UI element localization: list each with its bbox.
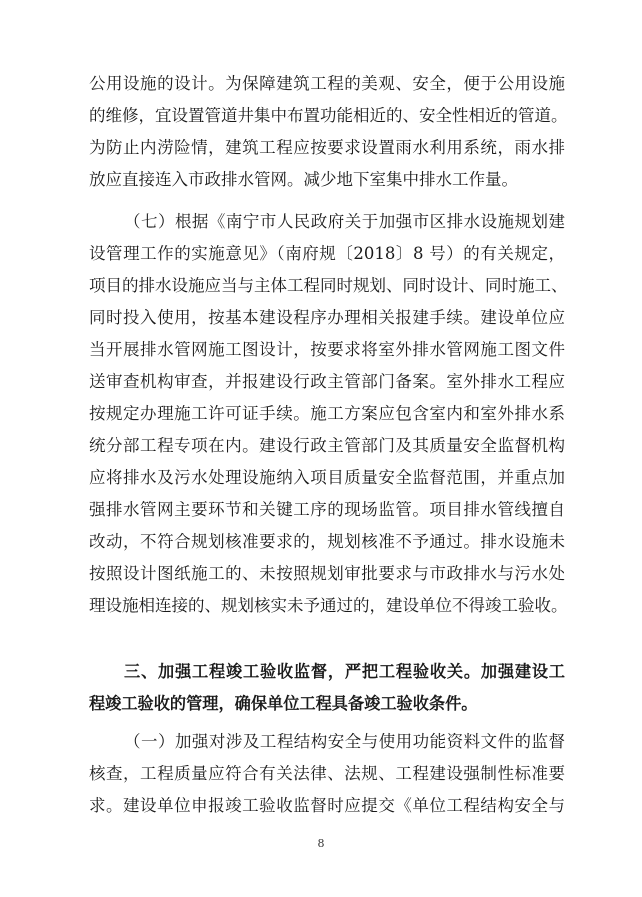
text-line: 送审查机构审查，并报建设行政主管部门备案。室外排水工程应	[89, 372, 565, 391]
text-line: 设管理工作的实施意见》（南府规〔2018〕8 号）的有关规定，	[89, 244, 565, 263]
text-line: 应将排水及污水处理设施纳入项目质量安全监督范围，并重点加	[89, 468, 565, 487]
paragraph-item-one	[89, 726, 565, 822]
text-line: 放应直接连入市政排水管网。减少地下室集中排水工作量。	[89, 170, 518, 189]
text-line: 求。建设单位申报竣工验收监督时应提交《单位工程结构安全与	[89, 796, 565, 815]
text-line: 项目的排水设施应当与主体工程同时规划、同时设计、同时施工、	[89, 276, 568, 295]
page-number: 8	[317, 837, 325, 850]
text-line: 同时投入使用，按基本建设程序办理相关报建手续。建设单位应	[89, 308, 565, 327]
text-line: 核查，工程质量应符合有关法律、法规、工程建设强制性标准要	[89, 764, 565, 783]
text-line: 按规定办理施工许可证手续。施工方案应包含室内和室外排水系	[89, 404, 565, 423]
text-line: 的维修，宜设置管道井集中布置功能相近的、安全性相近的管道。	[89, 106, 568, 125]
paragraph-public-facilities	[89, 68, 568, 196]
text-line: （一）加强对涉及工程结构安全与使用功能资料文件的监督	[124, 732, 565, 751]
text-line: 三、加强工程竣工验收监督，严把工程验收关。加强建设工	[124, 662, 565, 681]
text-line: 公用设施的设计。为保障建筑工程的美观、安全，便于公用设施	[89, 74, 565, 93]
text-line: 当开展排水管网施工图设计，按要求将室外排水管网施工图文件	[89, 340, 565, 359]
text-line: 改动，不符合规划核准要求的，规划核准不予通过。排水设施未	[89, 532, 565, 551]
text-line: 理设施相连接的、规划核实未予通过的，建设单位不得竣工验收。	[89, 596, 568, 615]
text-line: 强排水管网主要环节和关键工序的现场监管。项目排水管线擅自	[89, 500, 565, 519]
text-line: 为防止内涝险情，建筑工程应按要求设置雨水利用系统，雨水排	[89, 138, 565, 157]
section-heading-three	[89, 656, 565, 720]
text-line: 程竣工验收的管理，确保单位工程具备竣工验收条件。	[89, 694, 478, 713]
text-line: 统分部工程专项在内。建设行政主管部门及其质量安全监督机构	[89, 436, 565, 455]
paragraph-item-seven	[89, 206, 568, 622]
text-line: 按照设计图纸施工的、未按照规划审批要求与市政排水与污水处	[89, 564, 565, 583]
text-line: （七）根据《南宁市人民政府关于加强市区排水设施规划建	[124, 212, 565, 231]
